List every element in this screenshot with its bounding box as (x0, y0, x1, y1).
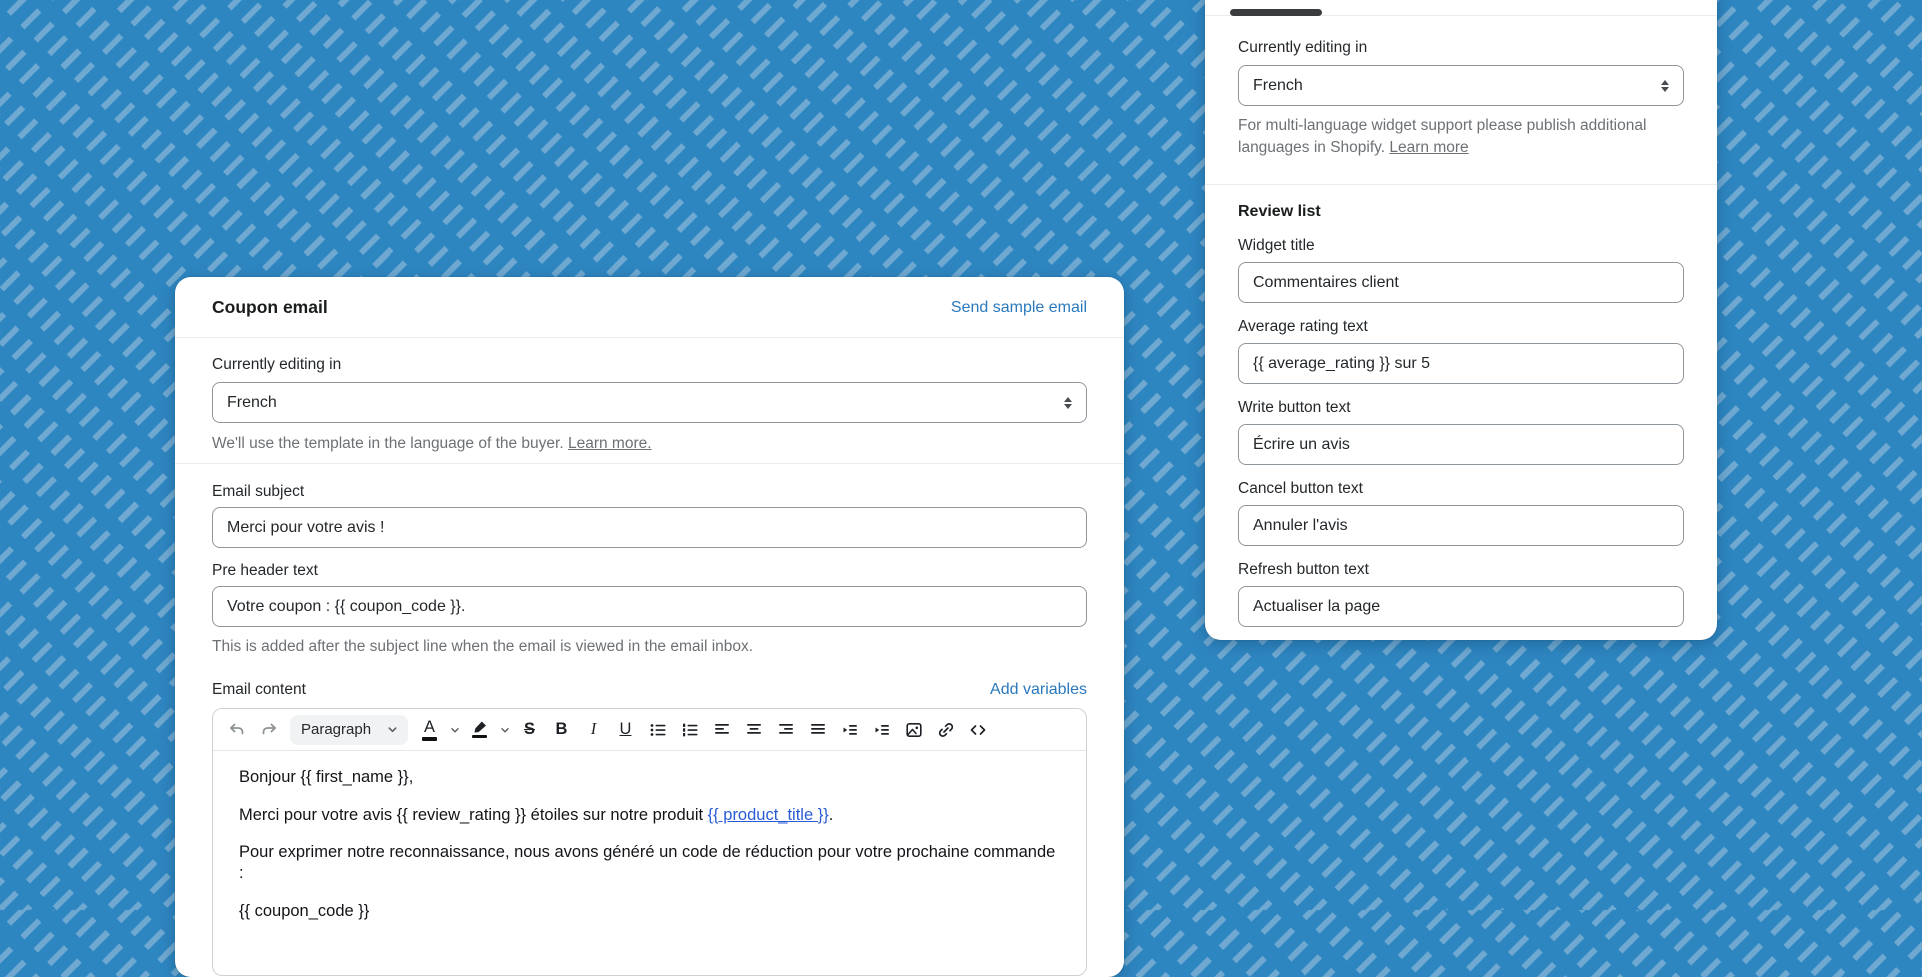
pre-header-label: Pre header text (212, 562, 318, 579)
highlight-caret-icon[interactable] (497, 715, 512, 745)
image-icon[interactable] (899, 715, 928, 745)
text-color-caret-icon[interactable] (447, 715, 462, 745)
coupon-card-header (175, 277, 1124, 338)
language-select-value: French (227, 393, 277, 411)
email-content-editable-area[interactable] (213, 751, 1086, 954)
text-color-icon[interactable]: A (415, 715, 444, 745)
add-variables-link[interactable]: Add variables (990, 681, 1087, 698)
align-right-icon[interactable] (771, 715, 800, 745)
cancel-button-label: Cancel button text (1238, 480, 1363, 497)
coupon-language-section (175, 338, 1124, 463)
pre-header-input[interactable]: Votre coupon : {{ coupon_code }}. (212, 586, 1087, 627)
chevron-down-icon (386, 723, 399, 736)
widget-tab-bar (1205, 0, 1717, 16)
field-group-widget-title (1238, 236, 1684, 303)
language-select-value: French (1253, 76, 1303, 94)
coupon-card-title: Coupon email (212, 297, 328, 317)
rich-text-editor (212, 708, 1087, 976)
undo-icon[interactable] (222, 715, 251, 745)
cancel-button-input[interactable]: Annuler l'avis (1238, 505, 1684, 546)
write-button-label: Write button text (1238, 399, 1351, 416)
language-label: Currently editing in (212, 356, 342, 373)
select-caret-icon (1661, 80, 1669, 92)
refresh-button-label: Refresh button text (1238, 561, 1369, 578)
email-content-label: Email content (212, 681, 306, 698)
email-body-line: {{ coupon_code }} (239, 901, 370, 920)
align-center-icon[interactable] (739, 715, 768, 745)
justify-icon[interactable] (803, 715, 832, 745)
learn-more-link[interactable]: Learn more. (567, 435, 652, 452)
strikethrough-icon[interactable]: S (515, 715, 544, 745)
learn-more-link[interactable]: Learn more (1389, 139, 1469, 156)
refresh-button-input[interactable]: Actualiser la page (1238, 586, 1684, 627)
link-icon[interactable] (931, 715, 960, 745)
average-rating-label: Average rating text (1238, 318, 1368, 335)
bold-icon[interactable]: B (547, 715, 576, 745)
code-icon[interactable] (963, 715, 992, 745)
field-group-cancel-button (1238, 479, 1684, 546)
average-rating-input[interactable]: {{ average_rating }} sur 5 (1238, 343, 1684, 384)
widget-language-section (1205, 16, 1717, 184)
active-tab-indicator[interactable] (1230, 9, 1322, 16)
underline-icon[interactable]: U (611, 715, 640, 745)
email-body-line: Bonjour {{ first_name }}, (239, 768, 414, 786)
email-body-line: Merci pour votre avis {{ review_rating }} étoiles sur notre produit {{ product_title }}. (239, 805, 834, 824)
write-button-input[interactable]: Écrire un avis (1238, 424, 1684, 465)
widget-title-input[interactable]: Commentaires client (1238, 262, 1684, 303)
product-title-variable-link[interactable]: {{ product_title }} (707, 805, 829, 824)
numbered-list-icon[interactable] (675, 715, 704, 745)
highlight-icon[interactable] (465, 715, 494, 745)
bullet-list-icon[interactable] (643, 715, 672, 745)
language-label: Currently editing in (1238, 39, 1368, 56)
review-list-section (1205, 185, 1717, 641)
email-body-line: Pour exprimer notre reconnaissance, nous avons généré un code de réduction pour votre prochaine commande : (239, 843, 1056, 882)
review-list-heading: Review list (1238, 203, 1321, 220)
language-helper-text: We'll use the template in the language of the buyer. Learn more. (212, 435, 652, 452)
send-sample-email-link[interactable]: Send sample email (950, 298, 1087, 316)
pre-header-helper-text: This is added after the subject line when the email is viewed in the email inbox. (212, 638, 754, 655)
indent-icon[interactable] (867, 715, 896, 745)
coupon-email-card (175, 277, 1124, 977)
language-select[interactable] (1238, 65, 1684, 106)
widget-settings-card (1205, 0, 1717, 640)
editor-toolbar (213, 709, 1086, 751)
field-group-write-button (1238, 398, 1684, 465)
language-helper-text: For multi-language widget support please publish additional languages in Shopify. Learn more (1238, 117, 1647, 156)
field-group-refresh-button (1238, 560, 1684, 627)
italic-icon[interactable]: I (579, 715, 608, 745)
language-select[interactable] (212, 382, 1087, 423)
select-caret-icon (1064, 397, 1072, 409)
outdent-icon[interactable] (835, 715, 864, 745)
paragraph-style-dropdown[interactable]: Paragraph (290, 715, 408, 745)
coupon-fields-section (175, 464, 1124, 700)
field-group-average-rating (1238, 317, 1684, 384)
align-left-icon[interactable] (707, 715, 736, 745)
email-subject-label: Email subject (212, 483, 305, 500)
widget-title-label: Widget title (1238, 237, 1315, 254)
redo-icon[interactable] (254, 715, 283, 745)
email-subject-input[interactable]: Merci pour votre avis ! (212, 507, 1087, 548)
